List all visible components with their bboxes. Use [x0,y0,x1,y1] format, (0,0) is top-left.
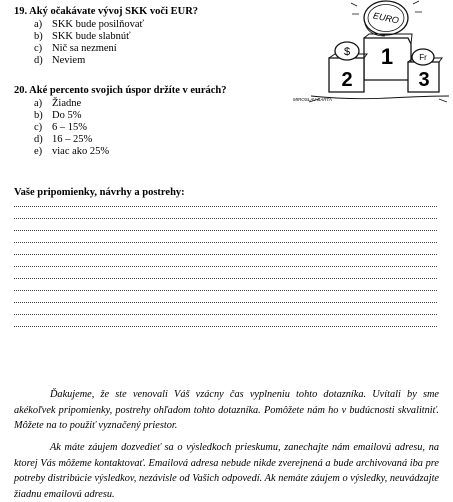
comment-line[interactable] [14,230,437,231]
comment-line[interactable] [14,326,437,327]
question-19-option-d: d) Neviem [34,55,86,66]
coin-text: EURO [372,10,400,26]
question-20-option-e: e) viac ako 25% [34,146,110,157]
euro-podium-illustration [289,0,451,104]
question-19-option-b: b) SKK bude slabnúť [34,31,131,42]
comment-line[interactable] [14,278,437,279]
franc-sign-icon: Fr [419,53,427,62]
comment-line[interactable] [14,314,437,315]
question-20-option-c: c) 6 – 15% [34,122,87,133]
comment-line[interactable] [14,266,437,267]
comment-line[interactable] [14,218,437,219]
comment-line[interactable] [14,254,437,255]
comment-line[interactable] [14,206,437,207]
closing-paragraph-thanks: Ďakujeme, že ste venovali Váš vzácny čas vyplneniu tohto dotazníka. Uvítali by sme akékoľvek pripomienky, postrehy ohľadom tohto dotazníka. Pomôžete nám ho v budúcnosti skvalitniť. Môžete na to použiť vyznačený priestor. [14,389,439,431]
question-20-option-d: d) 16 – 25% [34,134,93,145]
comment-line[interactable] [14,242,437,243]
dollar-sign-icon: $ [343,46,351,58]
question-19-option-a: a) SKK bude posilňovať [34,19,144,30]
question-20-option-a: a) Žiadne [34,98,82,109]
artist-signature: MIROSLAV BARTA [293,97,332,102]
comments-title: Vaše pripomienky, návrhy a postrehy: [14,187,185,198]
question-20-option-b: b) Do 5% [34,110,82,121]
closing-paragraph-email: Ak máte záujem dozvedieť sa o výsledkoch prieskumu, zanechajte nám emailovú adresu, na ktorej Vás môžeme kontaktovať. Emailová adresa nebude nikde zverejnená a bude archivovaná iba pre potreby distribúcie výsledkov, nezávisle od Vašich odpovedí. Ak nemáte záujem o výsledky, neuvádzajte žiadnu emailovú adresu. [14,442,439,500]
comment-line[interactable] [14,302,437,303]
question-20-title: 20. Aké percento svojich úspor držíte v eurách? [14,85,227,96]
podium-place-2: 2 [341,69,353,91]
question-19-option-c: c) Nič sa nezmení [34,43,117,54]
comment-line[interactable] [14,290,437,291]
podium-place-1: 1 [380,44,394,69]
question-19-title: 19. Aký očakávate vývoj SKK voči EUR? [14,6,199,17]
podium-place-3: 3 [418,69,430,91]
